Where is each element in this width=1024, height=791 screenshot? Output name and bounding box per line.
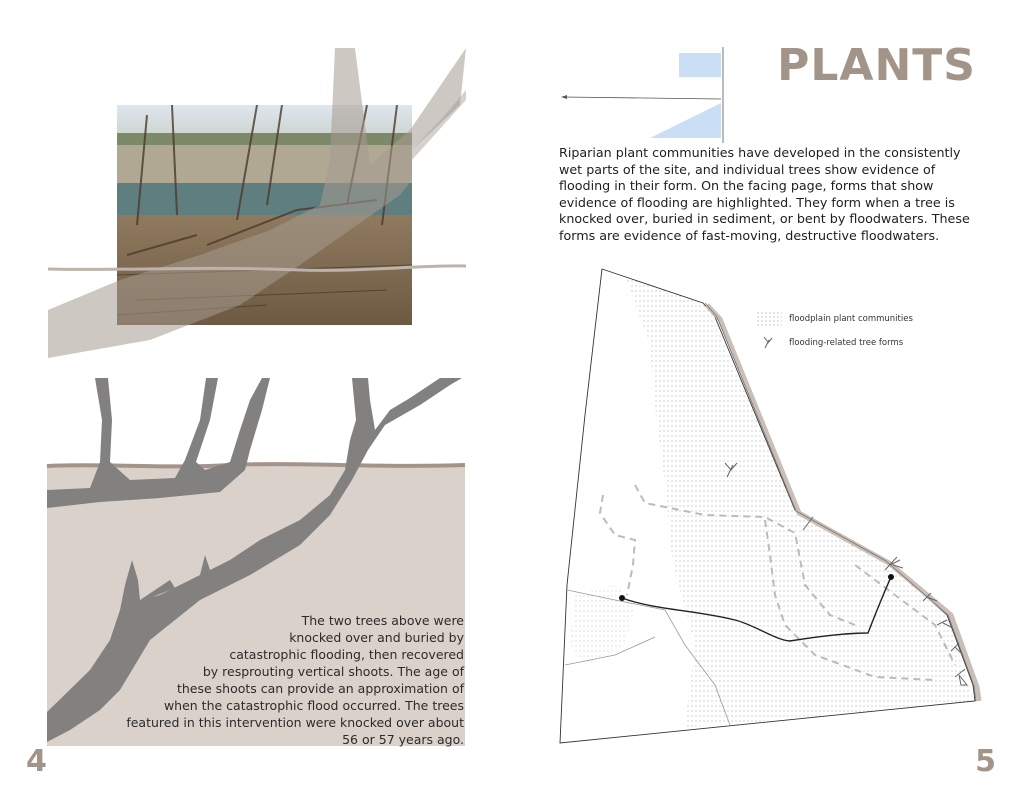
left-caption bbox=[100, 612, 464, 748]
caption-line: when the catastrophic flood occurred. The trees bbox=[163, 698, 464, 713]
route-start-point bbox=[619, 595, 625, 601]
caption-line: 56 or 57 years ago. bbox=[342, 732, 464, 747]
water-level-wedge bbox=[650, 103, 721, 138]
arrow-head-icon bbox=[561, 95, 567, 99]
caption-line: by resprouting vertical shoots. The age of bbox=[202, 664, 464, 679]
legend-floodplain-label: floodplain plant communities bbox=[789, 314, 913, 324]
page-number-right: 5 bbox=[975, 744, 996, 779]
intro-paragraph: Riparian plant communities have developed in the consistently wet parts of the site, and individual trees show evidence of flooding in their form. On the facing page, forms that show evidence of flooding are highlighted. They form when a tree is knocked over, buried in sediment, or bent by floodwaters. These forms are evidence of fast-moving, destructive floodwaters. bbox=[559, 145, 970, 243]
caption-line: these shoots can provide an approximation of bbox=[176, 681, 464, 696]
tree-form-legend-icon bbox=[760, 334, 780, 350]
caption-line: The two trees above were bbox=[301, 613, 464, 628]
page-number-left: 4 bbox=[26, 744, 47, 779]
water-level-box bbox=[679, 53, 721, 77]
caption-line: knocked over and buried by bbox=[289, 630, 464, 645]
caption-line: catastrophic flooding, then recovered bbox=[229, 647, 464, 662]
legend-floodplain-swatch bbox=[756, 311, 782, 327]
caption-line: featured in this intervention were knocked over about bbox=[126, 715, 464, 730]
page-title: PLANTS bbox=[777, 40, 976, 91]
flood-level-diagram bbox=[555, 45, 735, 145]
trunk-overlay-shape bbox=[48, 48, 466, 358]
legend-tree-label: flooding-related tree forms bbox=[789, 338, 904, 348]
route-end-point bbox=[888, 574, 894, 580]
horizontal-arrow-line bbox=[563, 97, 721, 99]
